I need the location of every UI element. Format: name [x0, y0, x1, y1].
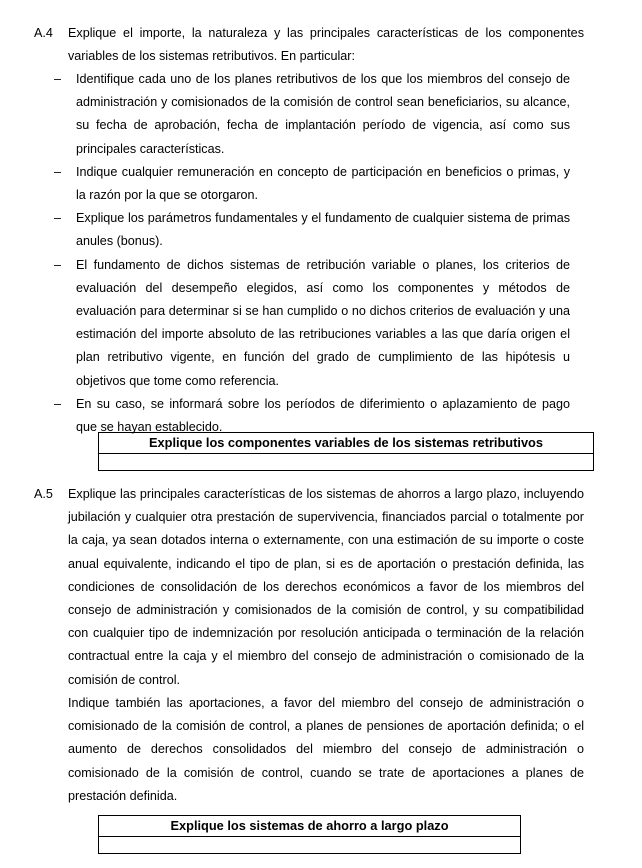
bullet-list — [54, 68, 570, 439]
dash-marker: – — [54, 211, 62, 226]
section-number: A.5 — [34, 487, 53, 501]
dash-marker: – — [54, 72, 62, 86]
list-item-text: El fundamento de dichos sistemas de retribución variable o planes, los criterios de evaluación del desempeño elegidos, así como los componentes y métodos de evaluación para determinar si se han cumplido o no dichos criterios de evaluación y una estimación del importe absoluto de las retribuciones variables a las que daría origen el plan retributivo vigente, en función del grado de cumplimiento de las hipótesis u objetivos que tome como referencia. — [76, 257, 570, 388]
list-item — [54, 207, 570, 253]
dash-marker: – — [54, 164, 62, 179]
list-item — [54, 161, 570, 207]
dash-marker: – — [54, 396, 62, 411]
answer-box-variable-components — [98, 432, 594, 471]
section-paragraph: Explique las principales características de los sistemas de ahorros a largo plazo, incluyendo jubilación y cualquier otra prestación de supervivencia, financiados parcial o totalmente por la caja, ya sean dotados interna o externamente, con una estimación de su importe o coste anual equivalente, indicando el tipo de plan, si es de aportación o prestación definida, las condiciones de consolidación de los derechos económicos a favor de los miembros del consejo de administración y comisionados de la comisión de control, y su compatibilidad con cualquier tipo de indemnización por resolución anticipada o terminación de la relación contractual entre la caja y el miembro del consejo de administración o comisionado de la comisión de control. — [68, 487, 584, 687]
answer-box-field[interactable] — [99, 837, 520, 853]
list-item-text: En su caso, se informará sobre los períodos de diferimiento o aplazamiento de pago que se hayan establecido. — [76, 396, 570, 435]
list-item-text: Explique los parámetros fundamentales y el fundamento de cualquier sistema de primas anules (bonus). — [76, 211, 570, 249]
section-intro: Explique el importe, la naturaleza y las principales características de los componentes variables de los sistemas retributivos. En particular: — [68, 26, 584, 64]
answer-box-header: Explique los componentes variables de los sistemas retributivos — [99, 433, 593, 454]
list-item-text: Indique cualquier remuneración en concepto de participación en beneficios o primas, y la razón por la que se otorgaron. — [76, 164, 570, 203]
answer-box-field[interactable] — [99, 454, 593, 470]
list-item-text: Identifique cada uno de los planes retributivos de los que los miembros del consejo de administración y comisionados de la comisión de control sean beneficiarios, su alcance, su fecha de aprobación, fecha de implantación período de vigencia, así como sus principales características. — [76, 72, 570, 156]
answer-box-long-term-savings — [98, 815, 521, 854]
list-item — [54, 254, 570, 393]
section-number: A.4 — [34, 26, 53, 40]
answer-box-header: Explique los sistemas de ahorro a largo plazo — [99, 816, 520, 837]
section-paragraph: Indique también las aportaciones, a favor del miembro del consejo de administración o comisionado de la comisión de control, a planes de pensiones de aportación definida; o el aumento de derechos consolidados del miembro del consejo de administración o comisionado de la comisión de control, cuando se trate de aportaciones a planes de prestación definida. — [68, 696, 584, 803]
dash-marker: – — [54, 257, 62, 272]
list-item — [54, 68, 570, 161]
